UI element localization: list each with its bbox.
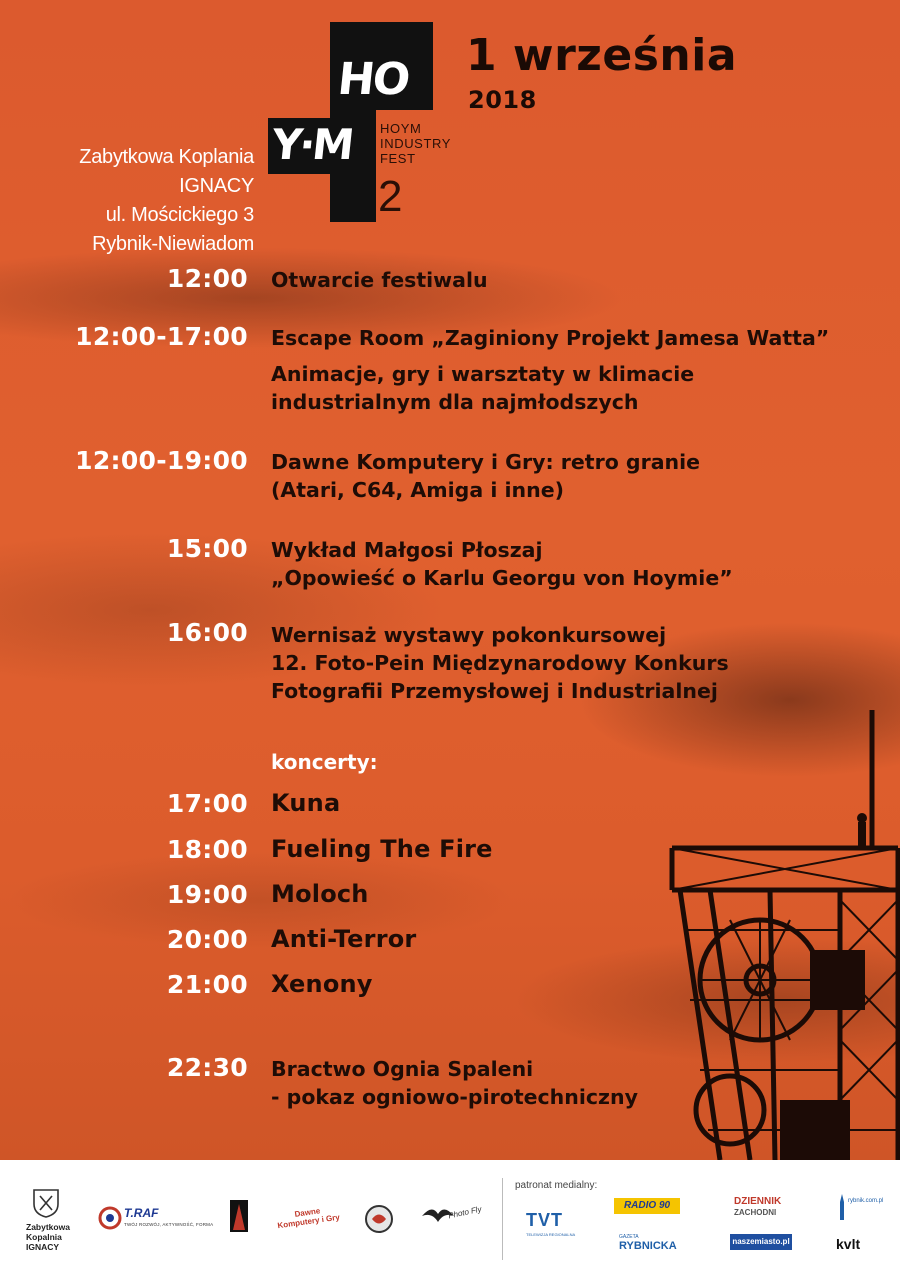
- festival-name-line: HOYM: [380, 121, 422, 136]
- media-rybnik-com: rybnik.com.pl: [848, 1198, 884, 1204]
- venue-line: Zabytkowa Koplania IGNACY: [79, 146, 254, 197]
- finale-time: 22:30: [166, 1053, 248, 1082]
- event-line: - pokaz ogniowo-pirotechniczny: [271, 1085, 638, 1109]
- media-tvt-sub: TELEWIZJA REGIONALNA: [526, 1232, 576, 1237]
- sponsor-photo-fly: Photo Fly: [447, 1204, 483, 1221]
- logo-letters: Y·M: [269, 120, 354, 169]
- media-gazeta-rybnicka: RYBNICKA: [619, 1240, 677, 1252]
- concerts-heading: koncerty:: [271, 750, 378, 774]
- event-line: Fotografii Przemysłowej i Industrialnej: [271, 679, 718, 703]
- mine-headframe-illustration: [600, 700, 900, 1160]
- schedule-event: [271, 621, 729, 705]
- event-line: Dawne Komputery i Gry: retro granie: [271, 450, 701, 474]
- event-line: (Atari, C64, Amiga i inne): [271, 478, 564, 502]
- media-dziennik-line: DZIENNIK: [734, 1196, 782, 1207]
- venue-line: Rybnik-Niewiadom: [92, 233, 254, 255]
- media-kvlt: kvlt: [836, 1236, 861, 1252]
- schedule-time: 16:00: [166, 618, 248, 647]
- concert-band: Kuna: [271, 789, 341, 817]
- event-line: Bractwo Ognia Spaleni: [271, 1057, 534, 1081]
- festival-edition: 2: [378, 172, 403, 221]
- event-line: Otwarcie festiwalu: [271, 268, 488, 292]
- tower-icon: [836, 1194, 848, 1220]
- concert-band: Fueling The Fire: [271, 835, 493, 863]
- schedule-time: 12:00-17:00: [75, 322, 248, 351]
- event-line: Wykład Małgosi Płoszaj: [271, 538, 543, 562]
- media-gazeta-label: GAZETA: [619, 1234, 639, 1240]
- venue-address: [0, 143, 254, 259]
- schedule-time: 12:00-19:00: [75, 446, 248, 475]
- footer-divider: [502, 1178, 503, 1260]
- traf-logo-icon: [98, 1206, 122, 1230]
- sponsor-dawne-komputery: Dawne Komputery i Gry: [276, 1206, 341, 1231]
- concert-time: 19:00: [166, 880, 248, 909]
- logo-letters: HO: [335, 54, 411, 105]
- schedule-event: [271, 360, 694, 416]
- sponsor-traf: T.RAF: [124, 1206, 159, 1220]
- schedule-event: [271, 448, 700, 504]
- sponsor-kopalnia-ignacy: Zabytkowa Kopalnia IGNACY: [26, 1222, 70, 1252]
- media-radio90: RADIO 90: [614, 1198, 680, 1214]
- event-line: 12. Foto-Pein Międzynarodowy Konkurs: [271, 651, 729, 675]
- schedule-time: 15:00: [166, 534, 248, 563]
- concert-time: 21:00: [166, 970, 248, 999]
- event-line: Animacje, gry i warsztaty w klimacie: [271, 362, 695, 386]
- schedule-time: 12:00: [166, 264, 248, 293]
- media-dziennik-line: ZACHODNI: [734, 1208, 777, 1217]
- concert-time: 20:00: [166, 925, 248, 954]
- schedule-event: [271, 324, 829, 352]
- venue-line: ul. Mościckiego 3: [105, 204, 254, 226]
- media-patronage-label: patronat medialny:: [515, 1180, 598, 1191]
- media-tvt: TVT: [526, 1210, 563, 1230]
- event-line: Wernisaż wystawy pokonkursowej: [271, 623, 667, 647]
- concert-band: Moloch: [271, 880, 369, 908]
- event-date: 1 września: [466, 30, 738, 81]
- mine-crest-icon: [32, 1188, 60, 1218]
- event-line: industrialnym dla najmłodszych: [271, 390, 639, 414]
- event-line: „Opowieść o Karlu Georgu von Hoymie”: [271, 566, 733, 590]
- footer-sponsors: [0, 1160, 900, 1272]
- finale-event: [271, 1055, 638, 1111]
- event-year: 2018: [468, 86, 537, 114]
- round-badge-icon: [364, 1204, 394, 1234]
- concert-time: 17:00: [166, 789, 248, 818]
- media-naszemiasto: naszemiasto.pl: [730, 1234, 792, 1250]
- sponsor-traf-tagline: TWÓJ ROZWÓJ, AKTYWNOŚĆ, FORMA: [124, 1222, 214, 1227]
- festival-name-line: INDUSTRY: [380, 136, 452, 151]
- schedule-event: [271, 266, 488, 294]
- festival-name: [380, 121, 451, 166]
- concert-time: 18:00: [166, 835, 248, 864]
- festival-name-line: FEST: [380, 151, 416, 166]
- concert-band: Anti-Terror: [271, 925, 417, 953]
- media-dziennik-zachodni: [734, 1196, 781, 1218]
- event-line: Escape Room „Zaginiony Projekt Jamesa Watta”: [271, 326, 830, 350]
- schedule-event: [271, 536, 733, 592]
- concert-band: Xenony: [271, 970, 373, 998]
- a-logo-icon: [230, 1200, 248, 1232]
